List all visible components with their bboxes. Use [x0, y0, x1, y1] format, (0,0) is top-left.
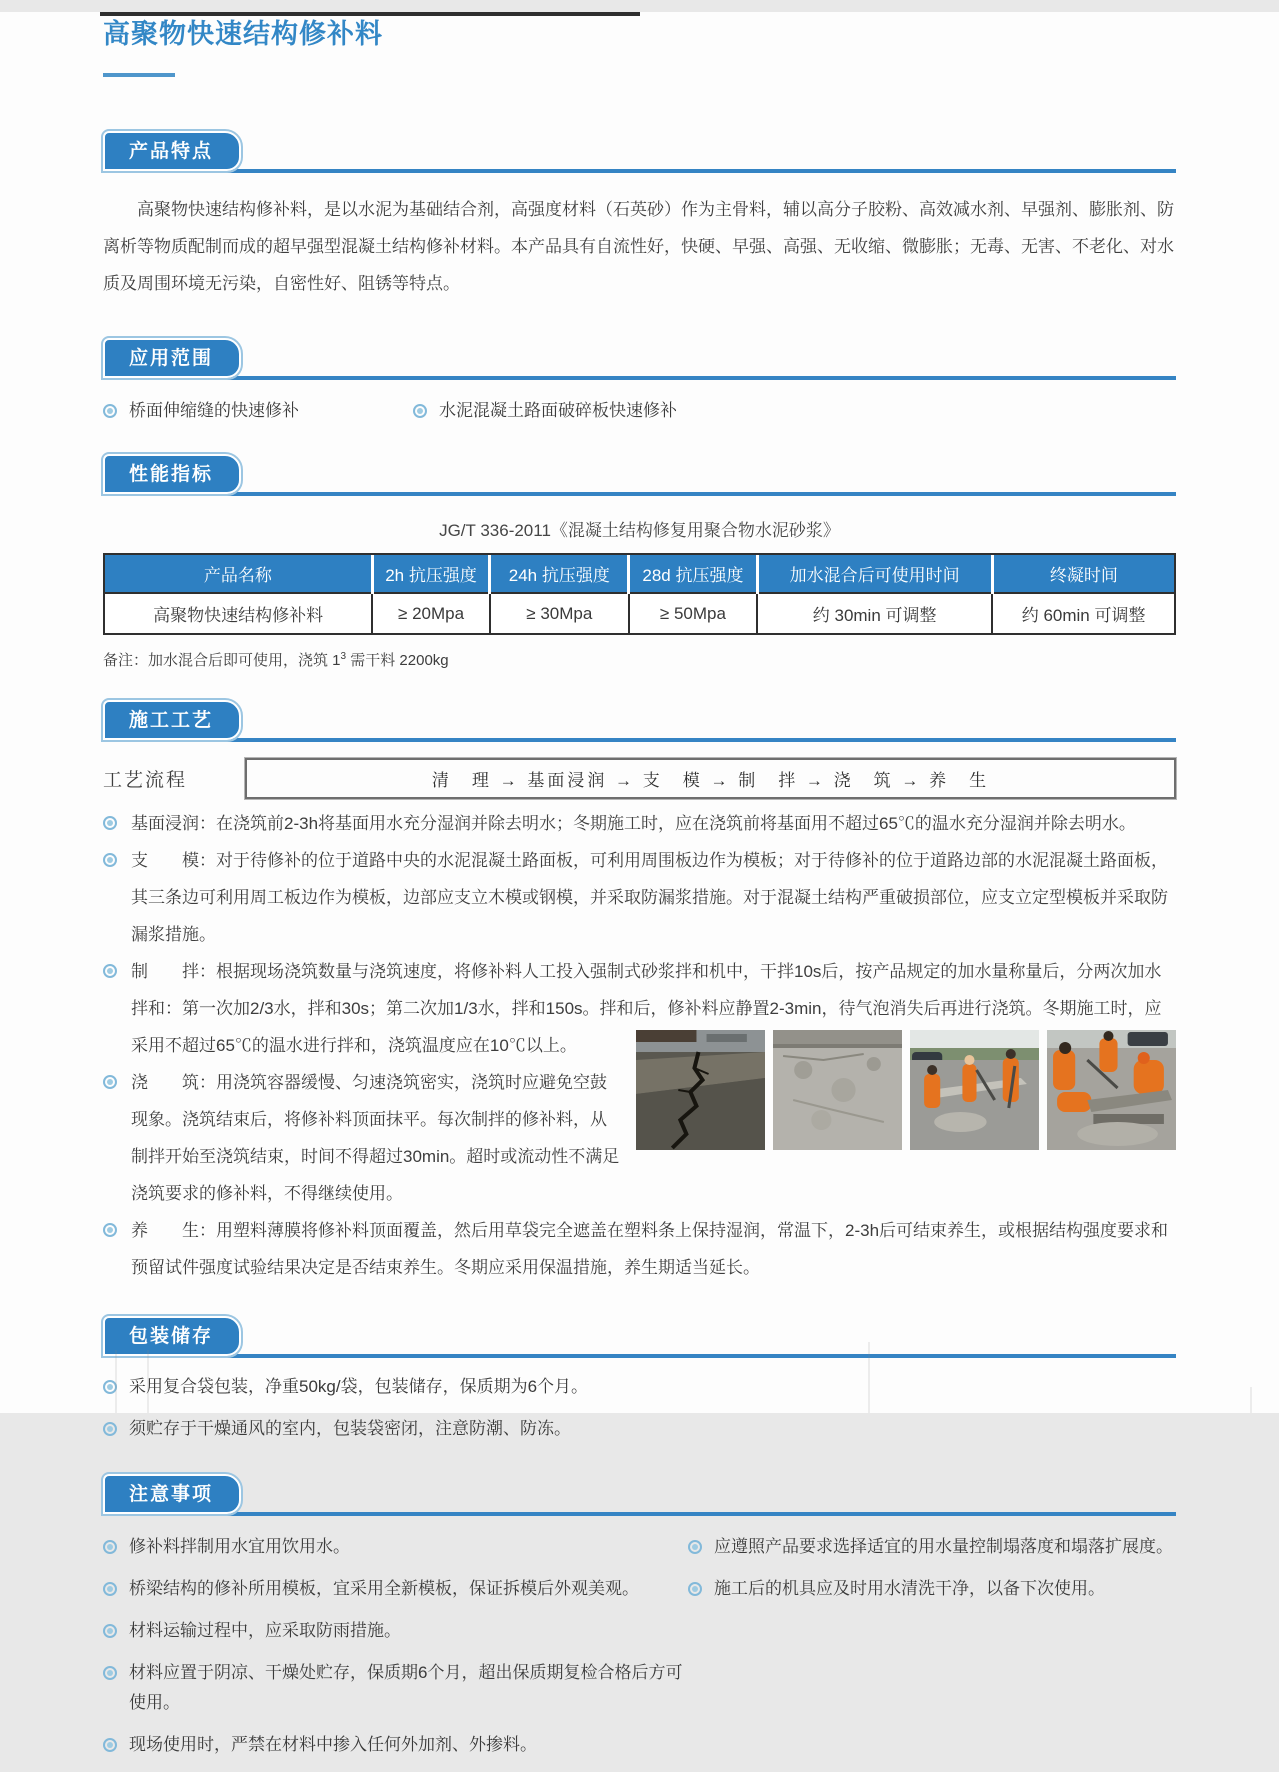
storage-list: [103, 1372, 1176, 1444]
table-cell: 高聚物快速结构修补料: [105, 593, 372, 633]
double-circle-bullet-icon: [103, 1540, 117, 1554]
list-item-text: 水泥混凝土路面破碎板快速修补: [439, 401, 677, 420]
list-item: [103, 1372, 1176, 1402]
double-circle-bullet-icon: [103, 1075, 117, 1089]
standard-reference: JG/T 336-2011《混凝土结构修复用聚合物水泥砂浆》: [439, 521, 840, 540]
faint-watermark: [1250, 1387, 1260, 1413]
photo-cracked-dark-pavement-icon: [636, 1030, 765, 1150]
flow-label: 工艺流程: [103, 770, 188, 791]
double-circle-bullet-icon: [688, 1540, 702, 1554]
section-heading: [103, 129, 1176, 173]
section-performance: [103, 452, 1176, 670]
photo-workers-placing-material-icon: [1047, 1030, 1176, 1150]
page-title: 高聚物快速结构修补料: [103, 19, 383, 49]
section-precautions: [103, 1472, 1176, 1772]
list-item-text: 桥梁结构的修补所用模板，宜采用全新模板，保证拆模后外观美观。: [129, 1579, 639, 1598]
construction-step: [103, 1064, 1176, 1212]
double-circle-bullet-icon: [103, 853, 117, 867]
list-item: [103, 396, 413, 426]
table-cell: ≥ 50Mpa: [629, 593, 757, 633]
step-text: 制 拌：根据现场浇筑数量与浇筑速度，将修补料人工投入强制式砂浆拌和机中，干拌10s后，按产品规定的加水量称量后，分两次加水拌和：第一次加2/3水，拌和30s；第二次加1/3水，拌和150s。拌和后，修补料应静置2-3min，待气泡消失后再进行浇筑。冬期施工时，应采用不超过65℃的温水进行拌和，浇筑温度应在10℃以上。: [131, 962, 1162, 1055]
precautions-columns: [103, 1532, 1176, 1772]
construction-step: [103, 1212, 1176, 1286]
section-tab-features: 产品特点: [103, 131, 241, 171]
section-application: [103, 336, 1176, 426]
list-item: [103, 1658, 688, 1718]
photo-workers-repairing-joint-icon: [910, 1030, 1039, 1150]
section-storage: [103, 1314, 1176, 1444]
double-circle-bullet-icon: [103, 816, 117, 830]
double-circle-bullet-icon: [103, 1666, 117, 1680]
features-paragraph: 高聚物快速结构修补料，是以水泥为基础结合剂，高强度材料（石英砂）作为主骨料，辅以高分子胶粉、高效减水剂、早强剂、膨胀剂、防离析等物质配制而成的超早强型混凝土结构修补材料。本产品具有自流性好，快硬、早强、高强、无收缩、微膨胀；无毒、无害、不老化、对水质及周围环境无污染，自密性好、阻锈等特点。: [103, 200, 1174, 293]
double-circle-bullet-icon: [103, 964, 117, 978]
faint-watermark: [868, 1342, 890, 1413]
section-features: [103, 129, 1176, 302]
list-item-text: 施工后的机具应及时用水清洗干净，以备下次使用。: [714, 1579, 1105, 1598]
section-heading: [103, 1472, 1176, 1516]
list-item: [688, 1532, 1176, 1562]
list-item-text: 材料应置于阴凉、干燥处贮存，保质期6个月，超出保质期复检合格后方可使用。: [129, 1663, 683, 1712]
precautions-left-column: [103, 1532, 688, 1772]
list-item: [103, 1616, 688, 1646]
table-header-cell: 24h 抗压强度: [490, 555, 629, 593]
section-heading: [103, 336, 1176, 380]
list-item-text: 修补料拌制用水宜用饮用水。: [129, 1537, 350, 1556]
datasheet-page: [0, 12, 1279, 1754]
step-text: 养 生：用塑料薄膜将修补料顶面覆盖，然后用草袋完全遮盖在塑料条上保持湿润，常温下，2-3h后可结束养生，或根据结构强度要求和预留试件强度试验结果决定是否结束养生。冬期应采用保温措施，养生期适当延长。: [131, 1221, 1169, 1277]
double-circle-bullet-icon: [103, 1223, 117, 1237]
table-header-cell: 28d 抗压强度: [629, 555, 757, 593]
list-item: [103, 1414, 1176, 1444]
note-superscript: 3: [340, 651, 347, 662]
table-cell: ≥ 30Mpa: [490, 593, 629, 633]
list-item: [103, 1574, 688, 1604]
list-item-text: 应遵照产品要求选择适宜的用水量控制塌落度和塌落扩展度。: [714, 1537, 1173, 1556]
table-header-cell: 终凝时间: [992, 555, 1174, 593]
double-circle-bullet-icon: [688, 1582, 702, 1596]
performance-table: [103, 553, 1176, 635]
table-cell: ≥ 20Mpa: [372, 593, 490, 633]
table-row: [105, 593, 1174, 633]
double-circle-bullet-icon: [103, 1738, 117, 1752]
list-item-text: 须贮存于干燥通风的室内，包装袋密闭，注意防潮、防冻。: [129, 1419, 571, 1438]
section-heading: [103, 452, 1176, 496]
double-circle-bullet-icon: [413, 404, 427, 418]
table-note: [103, 649, 1176, 670]
table-cell: 约 60min 可调整: [992, 593, 1174, 633]
double-circle-bullet-icon: [103, 404, 117, 418]
list-item: [413, 396, 677, 426]
step-text: 支 模：对于待修补的位于道路中央的水泥混凝土路面板，可利用周围板边作为模板；对于待修补的位于道路边部的水泥混凝土路面板，其三条边可利用周工板边作为模板，边部应支立木模或钢模，并采取防漏浆措施。对于混凝土结构严重破损部位，应支立定型模板并采取防漏浆措施。: [131, 851, 1168, 944]
double-circle-bullet-icon: [103, 1624, 117, 1638]
list-item: [103, 1730, 688, 1760]
section-tab-precautions: 注意事项: [103, 1474, 241, 1514]
list-item: [688, 1574, 1176, 1604]
list-item: [103, 1532, 688, 1562]
note-text: 需干料 2200kg: [346, 652, 449, 669]
table-header-cell: 产品名称: [105, 555, 372, 593]
construction-step: [103, 842, 1176, 953]
precautions-right-column: [688, 1532, 1176, 1772]
section-tab-performance: 性能指标: [103, 454, 241, 494]
double-circle-bullet-icon: [103, 1582, 117, 1596]
list-item-text: 采用复合袋包装，净重50kg/袋，包装储存，保质期为6个月。: [129, 1377, 589, 1396]
section-tab-construction: 施工工艺: [103, 700, 241, 740]
photo-damaged-concrete-surface-icon: [773, 1030, 902, 1150]
faint-watermark: [115, 1350, 149, 1413]
note-text: 备注：加水混合后即可使用，浇筑 1: [103, 652, 341, 669]
list-item-text: 桥面伸缩缝的快速修补: [129, 401, 299, 420]
section-tab-application: 应用范围: [103, 338, 241, 378]
double-circle-bullet-icon: [103, 1422, 117, 1436]
photo-strip: [636, 1030, 1176, 1154]
section-tab-storage: 包装储存: [103, 1316, 241, 1356]
construction-step: [103, 805, 1176, 842]
section-construction: [103, 698, 1176, 1286]
list-item-text: 材料运输过程中，应采取防雨措施。: [129, 1621, 401, 1640]
flow-sequence: 清 理 → 基面浸润 → 支 模 → 制 拌 → 浇 筑 → 养 生: [245, 758, 1176, 799]
process-flow: [103, 758, 1176, 799]
table-header-cell: 2h 抗压强度: [372, 555, 490, 593]
section-heading: [103, 1314, 1176, 1358]
table-header-row: [105, 555, 1174, 593]
step-text: 浇 筑：用浇筑容器缓慢、匀速浇筑密实，浇筑时应避免空鼓现象。浇筑结束后，将修补料顶面抹平。每次制拌的修补料，从制拌开始至浇筑结束，时间不得超过30min。超时或流动性不满足浇筑要求的修补料，不得继续使用。: [131, 1073, 620, 1203]
table-cell: 约 30min 可调整: [757, 593, 992, 633]
section-heading: [103, 698, 1176, 742]
application-list: [103, 396, 1176, 426]
list-item-text: 现场使用时，严禁在材料中掺入任何外加剂、外掺料。: [129, 1735, 537, 1754]
title-underline: [103, 73, 175, 77]
table-header-cell: 加水混合后可使用时间: [757, 555, 992, 593]
step-text: 基面浸润：在浇筑前2-3h将基面用水充分湿润并除去明水；冬期施工时，应在浇筑前将基面用不超过65℃的温水充分湿润并除去明水。: [131, 814, 1136, 833]
